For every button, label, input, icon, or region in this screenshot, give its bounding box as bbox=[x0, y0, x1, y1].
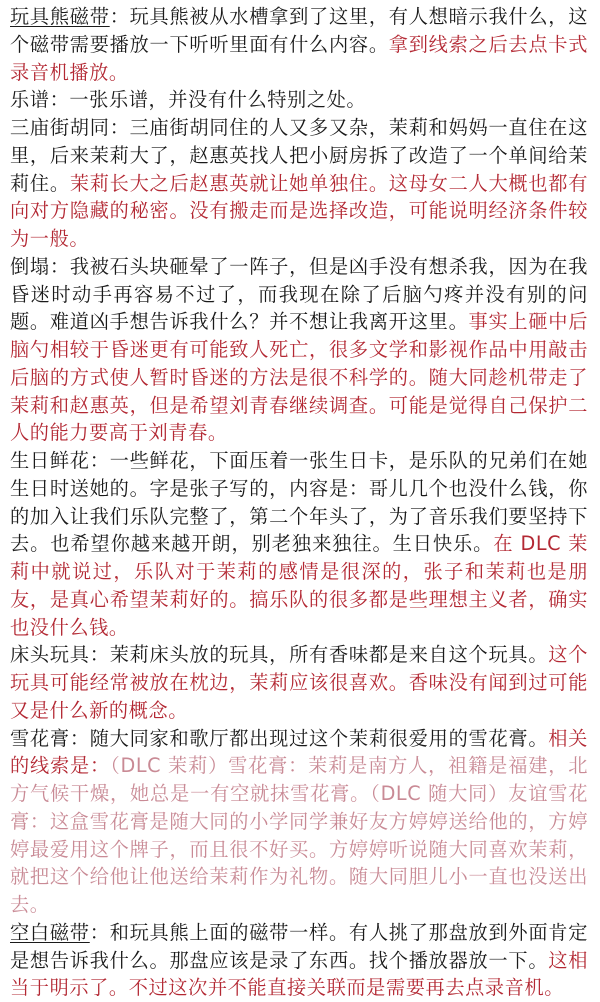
entry-description: 随大同家和歌厅都出现过这个茉莉很爱用的雪花膏。 bbox=[89, 726, 549, 750]
entry-description: 一些鲜花，下面压着一张生日卡，是乐队的兄弟们在她生日时送她的。字是张子写的，内容是：哥儿几个也没什么钱，你的加入让我们乐队完整了，第二个年头了，为了音乐我们要坚持下去。也希望你越来越开朗，别老独来独往。生日快乐。 bbox=[10, 449, 588, 556]
entry-sheet-music bbox=[10, 86, 588, 114]
entry-separator: ： bbox=[109, 116, 130, 139]
entry-description: 茉莉床头放的玩具，所有香味都是来自这个玩具。 bbox=[109, 643, 549, 667]
entry-bedside-toy bbox=[10, 641, 588, 724]
entry-term: 床头玩具 bbox=[10, 643, 90, 667]
entry-note: 这相当于明示了。不过这次并不能直接关联而是需要再去点录音机。 bbox=[10, 948, 589, 1000]
entry-note: 拿到线索之后去点卡式录音机播放。 bbox=[10, 32, 589, 84]
entry-collapse bbox=[10, 253, 588, 447]
entry-birthday-flowers bbox=[10, 447, 588, 641]
entry-term: 雪花膏 bbox=[10, 726, 70, 750]
entry-vanishing-cream bbox=[10, 725, 588, 919]
entry-note: 茉莉长大之后赵惠英就让她单独住。这母女二人大概也都有向对方隐藏的秘密。没有搬走而是选择改造，可能说明经济条件较为一般。 bbox=[10, 171, 588, 250]
entry-separator: ： bbox=[69, 726, 90, 750]
entry-separator: ： bbox=[49, 254, 70, 278]
entry-description: 一张乐谱，并没有什么特别之处。 bbox=[69, 88, 367, 112]
entry-note: 在 DLC 茉莉中就说过，乐队对于茉莉的感情是很深的，张子和茉莉也是朋友，是真心希望茉莉好的。搞乐队的很多都是些理想主义者，确实也没什么钱。 bbox=[10, 532, 588, 639]
entry-term: 空白磁带 bbox=[10, 920, 90, 944]
entry-quoted-clue: （DLC 茉莉）雪花膏：茉莉是南方人，祖籍是福建，北方气候干燥，她总是一有空就抹雪花膏。（DLC 随大同）友谊雪花膏：这盒雪花膏是随大同的小学同学兼好友方婷婷送给他的，方婷婷最爱用这个牌子，而且很不好买。方婷婷听说随大同喜欢茉莉，就把这个给他让他送给茉莉作为礼物。随大同胆儿小一直也没送出去。 bbox=[10, 754, 589, 916]
entry-description: 三庙街胡同住的人又多又杂，茉莉和妈妈一直住在这里，后来茉莉大了，赵惠英找人把小厨房拆了改造了一个单间给茉莉住。 bbox=[10, 116, 588, 195]
entry-term: 玩具熊磁带 bbox=[10, 5, 110, 28]
entry-note: 这个玩具可能经常被放在枕边，茉莉应该很喜欢。香味没有闻到过可能又是什么新的概念。 bbox=[10, 643, 588, 722]
entry-note: 相关的线索是： bbox=[10, 726, 588, 778]
entry-description: 和玩具熊上面的磁带一样。有人挑了那盘放到外面肯定是想告诉我什么。那盘应该是录了东西。找个播放器放一下。 bbox=[10, 920, 588, 972]
entry-term: 生日鲜花 bbox=[10, 449, 90, 472]
entry-separator: ： bbox=[49, 88, 70, 112]
entry-term: 三庙街胡同 bbox=[10, 116, 110, 139]
entry-toy-bear-tape bbox=[10, 3, 588, 86]
entry-sanmiao-hutong bbox=[10, 114, 588, 253]
entry-blank-tape bbox=[10, 919, 588, 1002]
entry-description: 我被石头块砸晕了一阵子，但是凶手没有想杀我，因为在我昏迷时动手再容易不过了，而我现在除了后脑勺疼并没有别的问题。难道凶手想告诉我什么？并不想让我离开这里。 bbox=[10, 254, 588, 334]
entry-description: 玩具熊被从水槽拿到了这里，有人想暗示我什么，这个磁带需要播放一下听听里面有什么内容。 bbox=[10, 5, 588, 56]
entry-term: 倒塌 bbox=[10, 254, 50, 278]
entry-note: 事实上砸中后脑勺相较于昏迷更有可能致人死亡，很多文学和影视作品中用敲击后脑的方式使人暂时昏迷的方法是很不科学的。随大同趁机带走了茉莉和赵惠英，但是希望刘青春继续调查。可能是觉得自己保护二人的能力要高于刘青春。 bbox=[10, 310, 588, 445]
entry-separator: ： bbox=[89, 643, 110, 667]
entry-term: 乐谱 bbox=[10, 88, 50, 112]
entry-separator: ： bbox=[109, 5, 130, 28]
entry-separator: ： bbox=[89, 920, 110, 944]
entry-separator: ： bbox=[89, 449, 110, 472]
